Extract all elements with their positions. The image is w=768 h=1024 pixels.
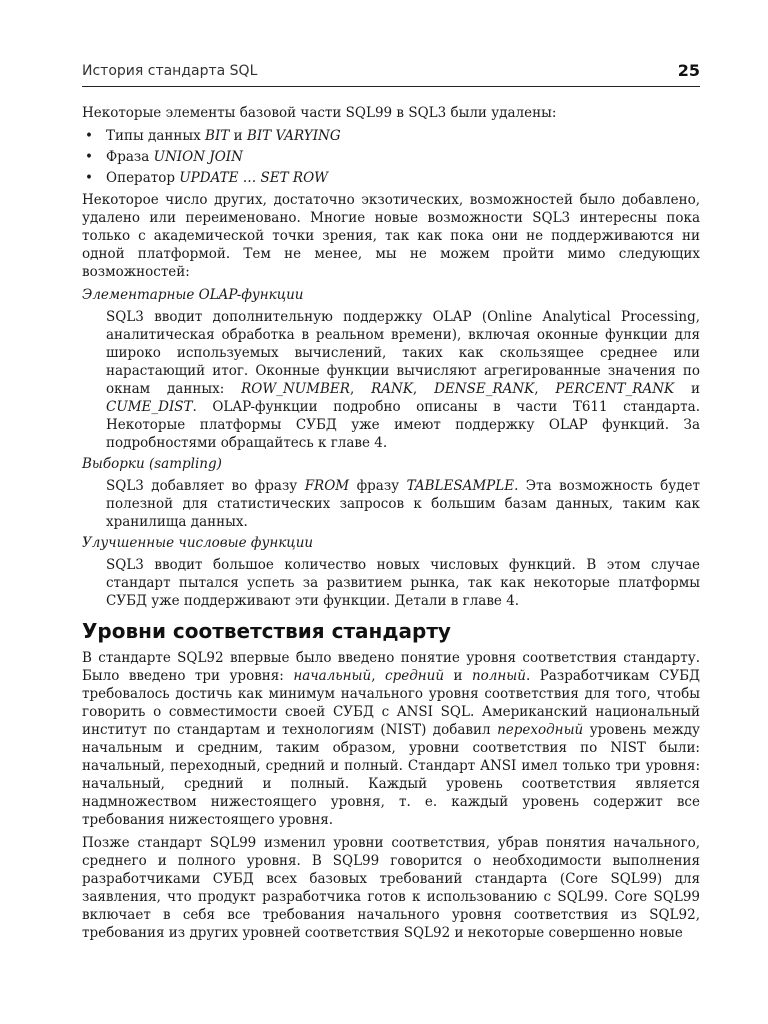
numeric-description: SQL3 вводит большое количество новых числовых функций. В этом случае стандарт пытался успеть за развитием рынка, так как некоторые платформы СУБД уже поддерживают эти функции. Детали в главе 4. <box>106 557 700 609</box>
olap-description: SQL3 вводит дополнительную поддержку OLAP (Online Analytical Processing, аналитическая обработка в реальном времени), включая оконные функции для широко используемых вычислений, таких как скользящее среднее или нарастающий итог. Оконные функции вычисляют агрегированные значения по окнам данных: ROW_NUMBER, RANK, DENSE_RANK, PERCENT_RANK и CUME_DIST. OLAP-функции подробно описаны в части T611 стандарта. Некоторые платформы СУБД уже имеют поддержку OLAP функций. За подробностями обращайтесь к главе 4. <box>106 309 700 451</box>
removed-features-list <box>82 127 700 187</box>
sampling-term: Выборки (sampling) <box>82 456 222 472</box>
bullet-icon: • <box>85 149 93 165</box>
running-title: История стандарта SQL <box>82 63 258 79</box>
list-item: • Оператор UPDATE … SET ROW <box>85 170 329 186</box>
bullet-icon: • <box>85 170 93 186</box>
intro-paragraph: Некоторые элементы базовой части SQL99 в SQL3 были удалены: <box>82 105 557 121</box>
list-item: • Фраза UNION JOIN <box>85 149 243 165</box>
sampling-description: SQL3 добавляет во фразу FROM фразу TABLESAMPLE. Эта возможность будет полезной для статистических запросов к большим базам данных, таким как хранилища данных. <box>106 478 701 530</box>
page-body <box>82 104 700 942</box>
levels-paragraph: В стандарте SQL92 впервые было введено понятие уровня соответствия стандарту. Было введено три уровня: начальный, средний и полный. Разработчикам СУБД требовалось достичь как минимум начального уровня соответствия для того, чтобы говорить о совместимости своей СУБД с ANSI SQL. Американский национальный институт по стандартам и технологиям (NIST) добавил переходный уровень между начальным и средним, таким образом, уровни соответствия по NIST были: начальный, переходный, средний и полный. Стандарт ANSI имел только три уровня: начальный, средний и полный. Каждый уровень соответствия является надмножеством нижестоящего уровня, т. е. каждый уровень содержит все требования нижестоящего уровня. <box>82 650 700 828</box>
list-item: • Типы данных BIT и BIT VARYING <box>85 128 341 144</box>
page-number: 25 <box>677 61 700 80</box>
running-header <box>82 58 700 87</box>
olap-term: Элементарные OLAP-функции <box>82 287 304 303</box>
section-heading: Уровни соответствия стандарту <box>82 619 451 643</box>
sql99-paragraph: Позже стандарт SQL99 изменил уровни соответствия, убрав понятия начального, среднего и полного уровня. В SQL99 говорится о необходимости выполнения разработчиками СУБД всех базовых требований стандарта (Core SQL99) для заявления, что продукт разработчика готов к использованию с SQL99. Core SQL99 включает в себя все требования начального уровня соответствия из SQL92, требования из других уровней соответствия SQL92 и некоторые совершенно новые <box>82 835 700 941</box>
numeric-term: Улучшенные числовые функции <box>82 535 314 551</box>
other-features-paragraph: Некоторое число других, достаточно экзотических, возможностей было добавлено, удалено или переименовано. Многие новые возможности SQL3 интересны пока только с академической точки зрения, так как пока они не поддерживаются ни одной платформой. Тем не менее, мы не можем пройти мимо следующих возможностей: <box>82 192 700 280</box>
bullet-icon: • <box>85 128 93 144</box>
book-page <box>82 58 700 947</box>
